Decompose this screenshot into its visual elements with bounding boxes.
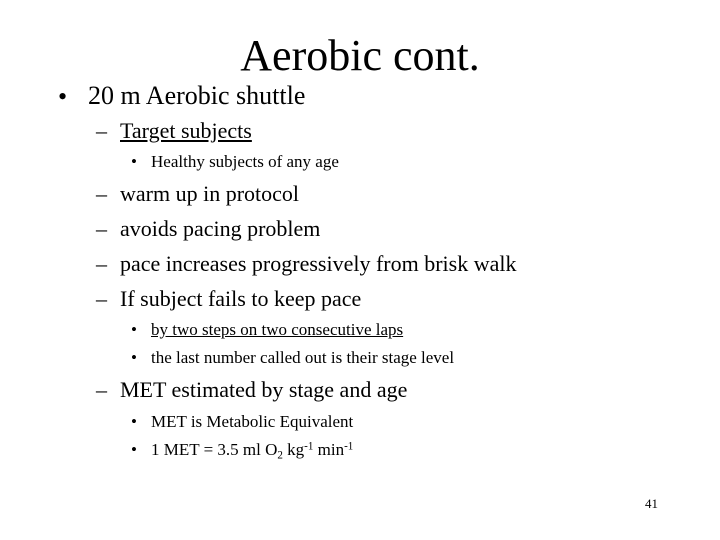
dash-icon: – (96, 251, 107, 276)
met-estimated-text: MET estimated by stage and age (120, 377, 408, 402)
dash-icon: – (96, 286, 107, 311)
avoids-pacing-text: avoids pacing problem (120, 216, 321, 241)
bullet-icon: • (131, 412, 137, 431)
bullet-icon: • (131, 440, 137, 459)
formula-kg-sup: -1 (304, 440, 314, 453)
bullet-icon: • (131, 348, 137, 367)
two-steps-link[interactable]: by two steps on two consecutive laps (151, 320, 404, 339)
met-formula (151, 440, 353, 460)
dash-icon: – (96, 377, 107, 402)
formula-lhs: 1 MET = 3.5 ml O (151, 440, 278, 459)
formula-kg: kg (282, 440, 305, 459)
last-number-text: the last number called out is their stage level (151, 348, 455, 367)
slide-title: Aerobic cont. (240, 31, 480, 80)
pace-increases-text: pace increases progressively from brisk walk (120, 251, 517, 276)
met-is-text: MET is Metabolic Equivalent (151, 412, 354, 431)
target-subjects-link[interactable]: Target subjects (120, 118, 252, 143)
bullet-icon: • (131, 152, 137, 171)
bullet-icon: • (58, 82, 68, 111)
bullet-main: 20 m Aerobic shuttle (88, 81, 306, 110)
if-fails-text: If subject fails to keep pace (120, 286, 362, 311)
warm-up-text: warm up in protocol (120, 181, 300, 206)
page-number: 41 (645, 496, 658, 511)
dash-icon: – (96, 181, 107, 206)
bullet-icon: • (131, 320, 137, 339)
formula-min-sup: -1 (344, 440, 354, 453)
formula-min: min (313, 440, 345, 459)
healthy-subjects-text: Healthy subjects of any age (151, 152, 339, 171)
dash-icon: – (96, 118, 107, 143)
dash-icon: – (96, 216, 107, 241)
formula-o2-sub: 2 (277, 449, 283, 462)
